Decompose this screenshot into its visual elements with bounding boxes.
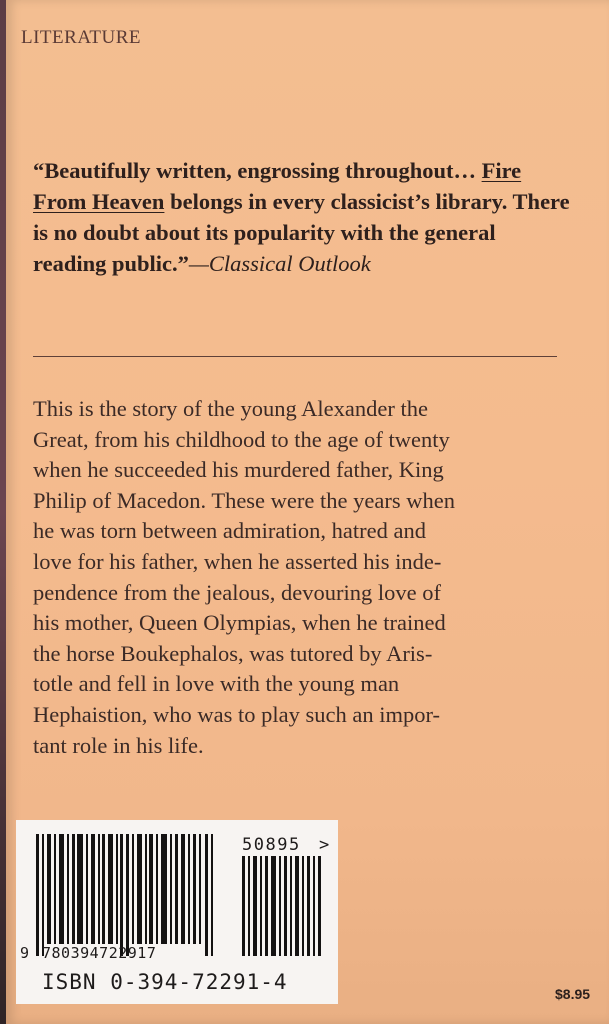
ean-barcode-bars [36, 834, 213, 956]
addon-marker: > [319, 835, 330, 855]
price-tag: $8.95 [555, 986, 591, 1002]
blurb-line: love for his father, when he asserted his inde- [33, 548, 442, 574]
quote-dash: — [188, 251, 209, 276]
blurb-line: Great, from his childhood to the age of twenty [33, 426, 450, 452]
quote-text-end: belongs in every classicist’s library. There is no doubt about its popularity with the general reading public.” [33, 189, 570, 276]
isbn-number: ISBN 0-394-72291-4 [42, 970, 288, 994]
barcode-label [16, 820, 338, 1004]
blurb-line: Hephaistion, who was to play such an impor- [33, 701, 440, 727]
blurb-line: pendence from the jealous, devouring love of [33, 579, 441, 605]
blurb-line: Philip of Macedon. These were the years when [33, 487, 455, 513]
ean-leading-digit: 9 [20, 944, 30, 962]
addon-barcode-bars [242, 856, 321, 956]
blurb-line: he was torn between admiration, hatred and [33, 518, 426, 544]
blurb-line: totle and fell in love with the young man [33, 671, 400, 697]
quote-text-start: “Beautifully written, engrossing throughout… [33, 158, 482, 183]
book-blurb [33, 394, 563, 761]
review-quote [33, 155, 573, 279]
addon-code: 50895 [242, 835, 301, 855]
blurb-line: when he succeeded his murdered father, King [33, 457, 444, 483]
blurb-line: his mother, Queen Olympias, when he trained [33, 610, 446, 636]
quote-source: Classical Outlook [208, 251, 371, 276]
ean-digits: 780394722917 [42, 944, 157, 962]
category-label: LITERATURE [21, 27, 142, 48]
quoted-book-title: Fire From Heaven [33, 158, 522, 214]
divider-rule [33, 356, 557, 357]
blurb-line: This is the story of the young Alexander the [33, 396, 428, 421]
blurb-line: tant role in his life. [33, 732, 204, 758]
book-back-cover [6, 0, 609, 1024]
blurb-line: the horse Boukephalos, was tutored by Aris- [33, 640, 433, 666]
